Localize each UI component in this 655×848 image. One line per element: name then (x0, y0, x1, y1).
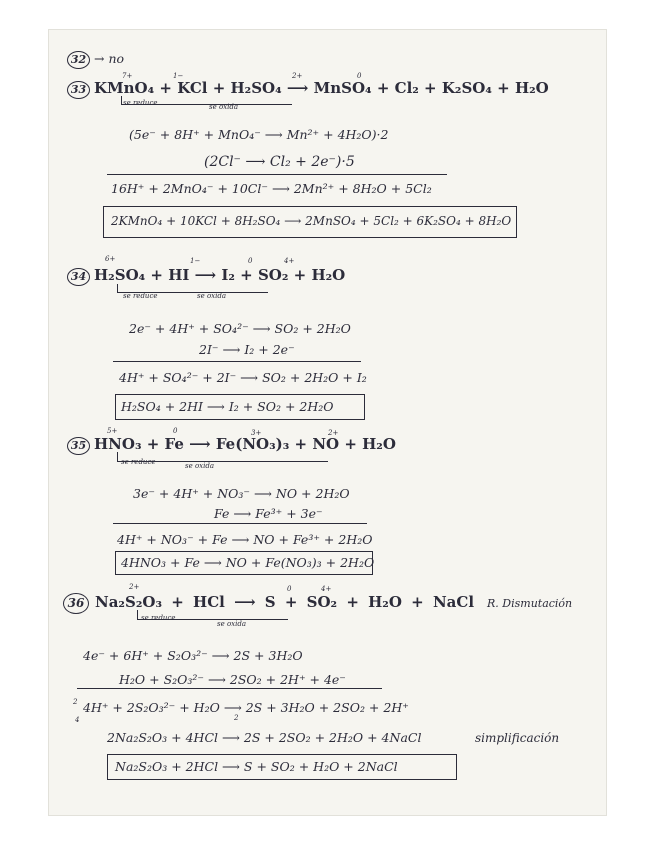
divider (113, 361, 361, 362)
correction-mark: 2 (234, 714, 239, 722)
reduce-label: se reduce (123, 99, 158, 107)
oxida-label: se oxida (185, 462, 215, 470)
reduce-label: se reduce (121, 458, 156, 466)
divider (107, 174, 447, 175)
half-reaction-1: (5e⁻ + 8H⁺ + MnO₄⁻ ⟶ Mn²⁺ + 4H₂O)·2 (129, 127, 389, 142)
problem-number: 33 (67, 81, 90, 99)
final-equation: Na₂S₂O₃ + 2HCl ⟶ S + SO₂ + H₂O + 2NaCl (115, 759, 398, 774)
ox-number: 0 (248, 257, 253, 265)
final-equation: 4HNO₃ + Fe ⟶ NO + Fe(NO₃)₃ + 2H₂O (121, 555, 375, 570)
ox-number: 1− (173, 72, 184, 80)
divider (77, 688, 382, 689)
simplification-label: simplificación (475, 731, 560, 745)
ox-number: 6+ (105, 255, 116, 263)
reaction-type-label: R. Dismutación (487, 597, 573, 610)
half-reaction-1: 2e⁻ + 4H⁺ + SO₄²⁻ ⟶ SO₂ + 2H₂O (129, 321, 351, 336)
ox-number: 4+ (321, 585, 332, 593)
half-reaction-2: H₂O + S₂O₃²⁻ ⟶ 2SO₂ + 2H⁺ + 4e⁻ (119, 672, 346, 687)
ox-number: 7+ (122, 72, 133, 80)
half-reaction-1: 4e⁻ + 6H⁺ + S₂O₃²⁻ ⟶ 2S + 3H₂O (83, 648, 303, 663)
oxida-label: se oxida (209, 103, 239, 111)
problem-number: 32 (67, 51, 90, 69)
ionic-equation: 4H⁺ + 2S₂O₃²⁻ + H₂O ⟶ 2S + 3H₂O + 2SO₂ + 2H⁺ (83, 700, 409, 715)
ox-number: 0 (357, 72, 362, 80)
reduce-label: se reduce (141, 614, 176, 622)
problem-number: 34 (67, 268, 90, 286)
half-reaction-2: (2Cl⁻ ⟶ Cl₂ + 2e⁻)·5 (204, 154, 355, 170)
main-equation: H₂SO₄ + HI ⟶ I₂ + SO₂ + H₂O (94, 266, 346, 284)
problem-number: 36 (63, 593, 89, 614)
main-equation: Na₂S₂O₃ + HCl ⟶ S + SO₂ + H₂O + NaCl (95, 593, 475, 611)
ox-number: 4+ (284, 257, 295, 265)
ionic-equation: 4H⁺ + NO₃⁻ + Fe ⟶ NO + Fe³⁺ + 2H₂O (117, 532, 373, 547)
half-reaction-1: 3e⁻ + 4H⁺ + NO₃⁻ ⟶ NO + 2H₂O (133, 486, 350, 501)
notebook-page (49, 30, 606, 815)
correction-mark: 2 (73, 698, 78, 706)
ionic-equation: 4H⁺ + SO₄²⁻ + 2I⁻ ⟶ SO₂ + 2H₂O + I₂ (119, 370, 367, 385)
ox-number: 3+ (251, 429, 262, 437)
oxida-label: se oxida (217, 620, 247, 628)
ox-number: 0 (287, 585, 292, 593)
ox-number: 0 (173, 427, 178, 435)
final-equation: H₂SO₄ + 2HI ⟶ I₂ + SO₂ + 2H₂O (121, 399, 334, 414)
main-equation: HNO₃ + Fe ⟶ Fe(NO₃)₃ + NO + H₂O (94, 435, 396, 453)
divider (113, 523, 367, 524)
problem-number: 35 (67, 437, 90, 455)
final-equation: 2KMnO₄ + 10KCl + 8H₂SO₄ ⟶ 2MnSO₄ + 5Cl₂ + 6K₂SO₄ + 8H₂O (111, 214, 512, 228)
half-reaction-2: Fe ⟶ Fe³⁺ + 3e⁻ (214, 506, 323, 521)
correction-mark: 4 (75, 716, 80, 724)
main-equation: KMnO₄ + KCl + H₂SO₄ ⟶ MnSO₄ + Cl₂ + K₂SO₄ + H₂O (94, 79, 549, 97)
reduce-label: se reduce (123, 292, 158, 300)
ox-number: 5+ (107, 427, 118, 435)
ox-number: 1− (190, 257, 201, 265)
problem-32 (67, 51, 124, 69)
scaled-equation: 2Na₂S₂O₃ + 4HCl ⟶ 2S + 2SO₂ + 2H₂O + 4NaCl (107, 730, 422, 745)
half-reaction-2: 2I⁻ ⟶ I₂ + 2e⁻ (199, 342, 295, 357)
ionic-equation: 16H⁺ + 2MnO₄⁻ + 10Cl⁻ ⟶ 2Mn²⁺ + 8H₂O + 5Cl₂ (111, 181, 432, 196)
ox-number: 2+ (328, 429, 339, 437)
answer-text: → no (94, 51, 125, 66)
oxida-label: se oxida (197, 292, 227, 300)
ox-number: 2+ (292, 72, 303, 80)
ox-number: 2+ (129, 583, 140, 591)
